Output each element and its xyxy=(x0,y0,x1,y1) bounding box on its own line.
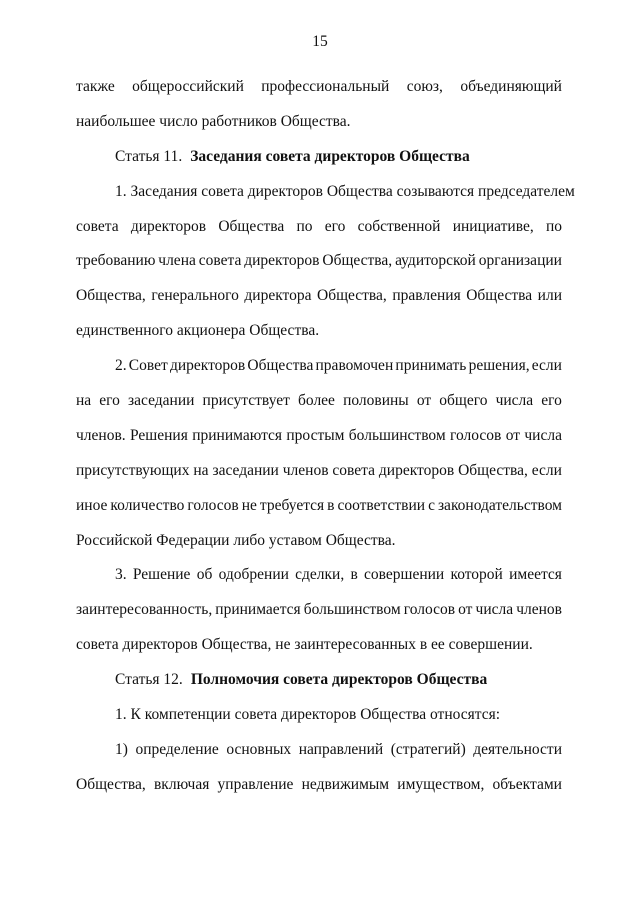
word: правления xyxy=(392,287,461,305)
word: Общества, xyxy=(322,252,393,270)
word: числа xyxy=(524,426,562,444)
text-line: совета директоров Общества, не заинтересованных в ее совершении. xyxy=(76,636,533,654)
word: присутствует xyxy=(202,392,290,410)
word: собственной xyxy=(357,217,441,235)
word: одобрении xyxy=(218,566,289,584)
article-title: Заседания совета директоров Общества xyxy=(190,147,470,165)
word: директора xyxy=(244,287,312,305)
word: иное xyxy=(76,496,108,514)
word: инициативе, xyxy=(452,217,534,235)
word: недвижимым xyxy=(301,775,390,793)
word: не xyxy=(241,496,257,514)
word: включая xyxy=(153,775,210,793)
word: Общества, xyxy=(76,775,146,793)
word: (стратегий) xyxy=(390,740,466,758)
word: членов xyxy=(282,461,329,479)
word: аудиторской xyxy=(395,252,476,270)
text-line: 1. Заседания совета директоров Общества созываются председателем xyxy=(115,182,575,200)
page-number: 15 xyxy=(312,33,328,50)
word: правомочен xyxy=(315,357,394,375)
word: от xyxy=(458,601,473,619)
word: числа xyxy=(495,392,534,410)
word: деятельности xyxy=(473,740,562,758)
text-line xyxy=(76,70,562,105)
text-line xyxy=(76,558,562,593)
word: Решение xyxy=(132,566,191,584)
word: совета xyxy=(198,252,242,270)
word: в xyxy=(350,566,358,584)
word: Общества, xyxy=(76,287,146,305)
text-line xyxy=(76,244,562,279)
word: 2. xyxy=(115,357,127,375)
word: Решения xyxy=(130,426,188,444)
word: сделки, xyxy=(295,566,345,584)
text-line xyxy=(76,768,562,803)
word: если xyxy=(531,461,562,479)
word: большинством xyxy=(303,601,401,619)
text-line xyxy=(76,349,562,384)
word: принимаются xyxy=(192,426,283,444)
word: принимать xyxy=(395,357,467,375)
word: совершении xyxy=(364,566,445,584)
word: союз, xyxy=(406,78,443,95)
article-number: Статья 11. xyxy=(115,147,183,165)
word: генерального xyxy=(151,287,239,305)
word: организации xyxy=(478,252,562,270)
word: голосов xyxy=(403,601,456,619)
word: большинством xyxy=(348,426,446,444)
word: объединяющий xyxy=(460,78,562,95)
article-heading xyxy=(76,663,562,698)
word: в xyxy=(327,496,335,514)
word: заседании xyxy=(212,461,279,479)
word: простым xyxy=(286,426,345,444)
word: профессиональный xyxy=(261,78,390,95)
text-line xyxy=(76,419,562,454)
word: или xyxy=(537,287,562,305)
word: количество xyxy=(110,496,185,514)
word: законодательством xyxy=(437,496,562,514)
word: Общества xyxy=(466,287,533,305)
word: его xyxy=(541,392,562,410)
word: заинтересованность, xyxy=(76,601,213,619)
text-line xyxy=(76,593,562,628)
word: совета xyxy=(76,217,119,235)
article-heading xyxy=(76,140,562,175)
word: также xyxy=(76,78,115,95)
word: на xyxy=(76,392,92,410)
word: заседании xyxy=(128,392,195,410)
word: требованию xyxy=(76,252,156,270)
text-line xyxy=(76,454,562,489)
word: директоров xyxy=(244,252,320,270)
word: членов. xyxy=(76,426,126,444)
word: объектами xyxy=(492,775,562,793)
text-line: единственного акционера Общества. xyxy=(76,322,320,340)
word: присутствующих xyxy=(76,461,190,479)
article-title: Полномочия совета директоров Общества xyxy=(190,671,488,689)
word: голосов xyxy=(187,496,239,514)
word: Общества, xyxy=(317,287,387,305)
word: по xyxy=(296,217,313,235)
word: голосов xyxy=(450,426,502,444)
word: более xyxy=(298,392,335,410)
word: половины xyxy=(343,392,409,410)
word: директоров xyxy=(169,357,246,375)
word: по xyxy=(545,217,562,235)
word: Общества, xyxy=(458,461,528,479)
word: с xyxy=(428,496,435,514)
word: общего xyxy=(439,392,488,410)
word: на xyxy=(193,461,209,479)
word: направлений xyxy=(298,740,384,758)
word: 3. xyxy=(115,566,127,584)
word: которой xyxy=(450,566,503,584)
word: если xyxy=(531,357,562,375)
word: об xyxy=(196,566,213,584)
word: директоров xyxy=(378,461,455,479)
word: Общества xyxy=(218,217,285,235)
word: 1) xyxy=(115,740,128,758)
text-line xyxy=(76,384,562,419)
word: управление xyxy=(217,775,294,793)
word: имуществом, xyxy=(397,775,485,793)
word: общероссийский xyxy=(132,78,244,95)
article-number: Статья 12. xyxy=(115,671,183,689)
word: Совет xyxy=(128,357,168,375)
word: Общества xyxy=(247,357,314,375)
word: от xyxy=(416,392,432,410)
word: его xyxy=(99,392,120,410)
word: решения, xyxy=(468,357,530,375)
word: члена xyxy=(158,252,196,270)
word: от xyxy=(505,426,521,444)
text-line xyxy=(76,733,562,768)
text-line xyxy=(76,489,562,524)
word: членов xyxy=(516,601,562,619)
word: принимается xyxy=(215,601,301,619)
text-line: наибольшее число работников Общества. xyxy=(76,112,351,130)
word: определение xyxy=(135,740,219,758)
text-line xyxy=(76,210,562,245)
word: требуется xyxy=(259,496,325,514)
word: числа xyxy=(475,601,514,619)
word: директоров xyxy=(130,217,207,235)
word: имеется xyxy=(509,566,562,584)
document-body xyxy=(76,70,575,803)
text-line: Российской Федерации либо уставом Общества. xyxy=(76,531,396,549)
text-line: 1. К компетенции совета директоров Общества относятся: xyxy=(115,706,501,724)
word: его xyxy=(324,217,346,235)
word: совета xyxy=(332,461,376,479)
word: соответствии xyxy=(337,496,426,514)
word: основных xyxy=(226,740,292,758)
text-line xyxy=(76,279,562,314)
